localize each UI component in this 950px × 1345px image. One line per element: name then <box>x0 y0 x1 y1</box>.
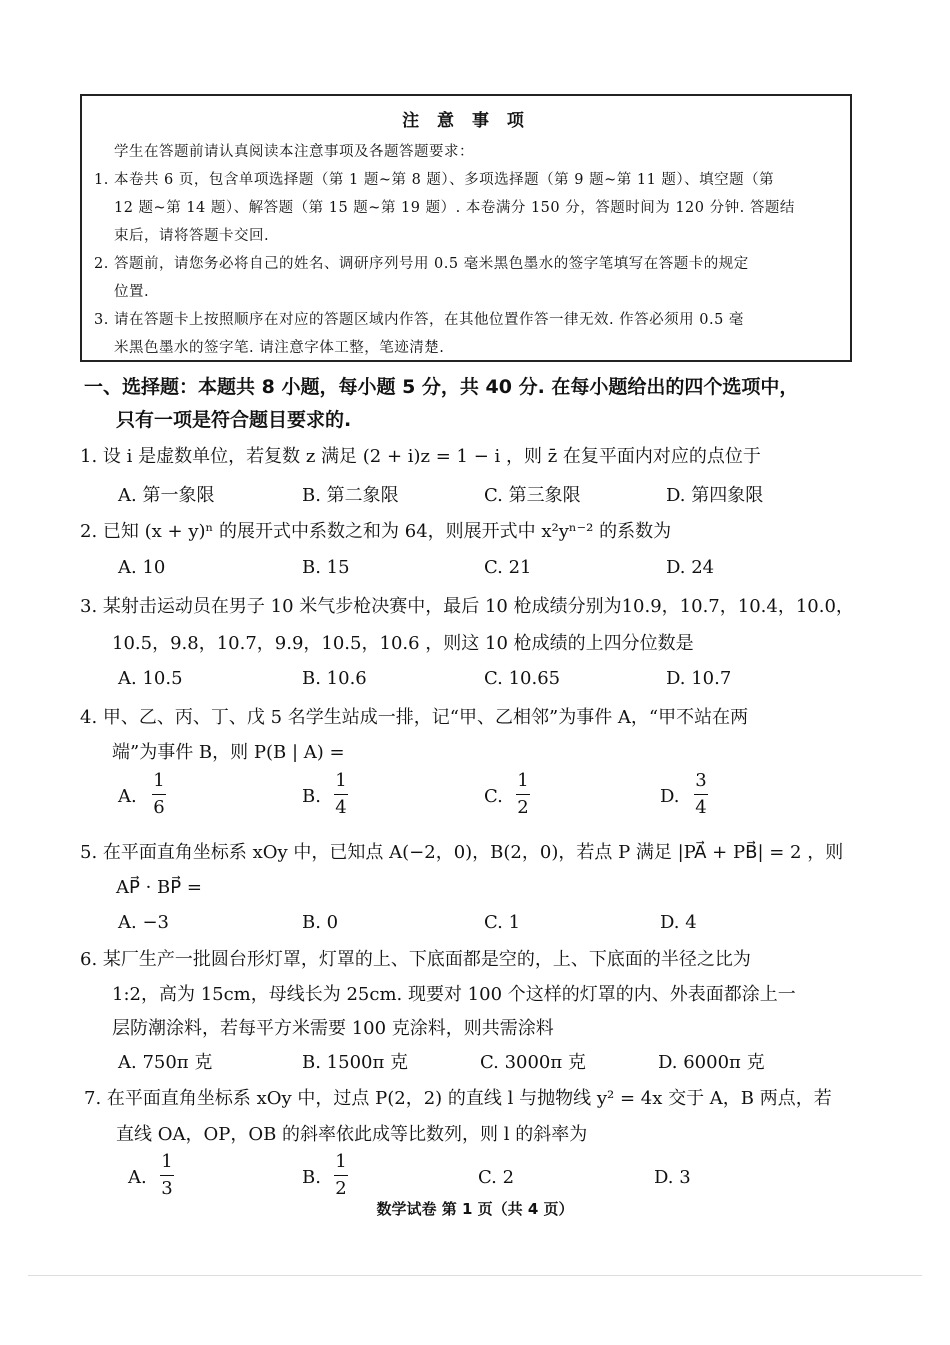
fraction-numerator: 3 <box>695 770 707 791</box>
fraction-denominator: 4 <box>695 797 707 818</box>
question-5-option-c: C. 1 <box>484 912 521 933</box>
question-3-option-a: A. 10.5 <box>118 668 183 689</box>
question-7-option-a-label: A. <box>128 1167 147 1188</box>
section-heading-line-2: 只有一项是符合题目要求的. <box>116 409 352 431</box>
notice-item-1-line-2: 12 题~第 14 题）、解答题（第 15 题~第 19 题）. 本卷满分 150 分，答题时间为 120 分钟. 答题结 <box>114 200 795 216</box>
notice-title: 注 意 事 项 <box>402 111 530 131</box>
question-5-stem-line-2: AP⃗ · BP⃗ = <box>116 877 202 898</box>
fraction-denominator: 6 <box>153 797 165 818</box>
notice-item-1-line-1: 1. 本卷共 6 页，包含单项选择题（第 1 题~第 8 题）、多项选择题（第 9 题~第 11 题）、填空题（第 <box>94 172 775 188</box>
question-3-stem-line-2: 10.5，9.8，10.7，9.9，10.5，10.6 ，则这 10 枪成绩的上四分位数是 <box>112 633 694 654</box>
notice-item-2-line-2: 位置. <box>114 284 150 300</box>
notice-box <box>80 94 852 362</box>
question-6-option-d: D. 6000π 克 <box>658 1052 765 1073</box>
notice-item-3-line-2: 米黑色墨水的签字笔. 请注意字体工整，笔迹清楚. <box>114 340 445 356</box>
question-4-option-b-label: B. <box>302 786 321 807</box>
question-1-option-a: A. 第一象限 <box>118 485 215 506</box>
question-6-stem-line-3: 层防潮涂料，若每平方米需要 100 克涂料，则共需涂料 <box>112 1018 554 1039</box>
question-4-option-b-fraction <box>334 770 348 819</box>
question-2-option-b: B. 15 <box>302 557 350 578</box>
question-7-option-d: D. 3 <box>654 1167 691 1188</box>
question-4-option-d-label: D. <box>660 786 680 807</box>
question-3-stem-line-1: 3. 某射击运动员在男子 10 米气步枪决赛中，最后 10 枪成绩分别为10.9，10.7，10.4，10.0， <box>80 596 854 617</box>
question-3-option-b: B. 10.6 <box>302 668 367 689</box>
fraction-denominator: 3 <box>161 1178 173 1199</box>
question-4-stem-line-2: 端”为事件 B，则 P(B | A) = <box>112 742 345 763</box>
section-heading-line-1: 一、选择题：本题共 8 小题，每小题 5 分，共 40 分. 在每小题给出的四个选项中， <box>84 376 799 398</box>
fraction-bar <box>694 794 708 795</box>
question-2-option-c: C. 21 <box>484 557 532 578</box>
notice-intro: 学生在答题前请认真阅读本注意事项及各题答题要求： <box>114 144 474 160</box>
question-4-stem-line-1: 4. 甲、乙、丙、丁、戊 5 名学生站成一排，记“甲、乙相邻”为事件 A，“甲不站在两 <box>80 707 749 728</box>
question-6-stem-line-1: 6. 某厂生产一批圆台形灯罩，灯罩的上、下底面都是空的，上、下底面的半径之比为 <box>80 949 751 970</box>
question-4-option-a-fraction <box>152 770 166 819</box>
question-1-stem: 1. 设 i 是虚数单位，若复数 z 满足 (2 + i)z = 1 − i ，则 z̄ 在复平面内对应的点位于 <box>80 446 761 467</box>
question-6-stem-line-2: 1:2，高为 15cm，母线长为 25cm. 现要对 100 个这样的灯罩的内、外表面都涂上一 <box>112 984 796 1005</box>
fraction-denominator: 4 <box>335 797 347 818</box>
question-1-option-c: C. 第三象限 <box>484 485 581 506</box>
fraction-numerator: 1 <box>161 1151 173 1172</box>
fraction-numerator: 1 <box>153 770 165 791</box>
notice-item-2-line-1: 2. 答题前，请您务必将自己的姓名、调研序列号用 0.5 毫米黑色墨水的签字笔填写在答题卡的规定 <box>94 256 749 272</box>
question-6-option-c: C. 3000π 克 <box>480 1052 586 1073</box>
page-footer: 数学试卷 第 1 页（共 4 页） <box>376 1200 574 1218</box>
fraction-bar <box>160 1175 174 1176</box>
question-4-option-a-label: A. <box>118 786 137 807</box>
fraction-denominator: 2 <box>335 1178 347 1199</box>
bottom-divider <box>28 1275 922 1276</box>
question-5-stem-line-1: 5. 在平面直角坐标系 xOy 中，已知点 A(−2，0)，B(2，0)，若点 P 满足 |PA⃗ + PB⃗| = 2 ，则 <box>80 842 844 863</box>
notice-item-3-line-1: 3. 请在答题卡上按照顺序在对应的答题区域内作答，在其他位置作答一律无效. 作答必须用 0.5 毫 <box>94 312 744 328</box>
question-7-option-b-label: B. <box>302 1167 321 1188</box>
question-7-option-b-fraction <box>334 1151 348 1200</box>
question-7-option-a-fraction <box>160 1151 174 1200</box>
question-2-option-a: A. 10 <box>118 557 166 578</box>
question-4-option-c-fraction <box>516 770 530 819</box>
question-3-option-c: C. 10.65 <box>484 668 561 689</box>
question-6-option-a: A. 750π 克 <box>118 1052 213 1073</box>
fraction-bar <box>516 794 530 795</box>
fraction-bar <box>334 794 348 795</box>
question-6-option-b: B. 1500π 克 <box>302 1052 409 1073</box>
question-3-option-d: D. 10.7 <box>666 668 732 689</box>
fraction-numerator: 1 <box>517 770 529 791</box>
fraction-bar <box>334 1175 348 1176</box>
question-7-option-c: C. 2 <box>478 1167 515 1188</box>
fraction-numerator: 1 <box>335 1151 347 1172</box>
question-5-option-a: A. −3 <box>118 912 169 933</box>
question-4-option-c-label: C. <box>484 786 503 807</box>
notice-item-1-line-3: 束后，请将答题卡交回. <box>114 228 270 244</box>
fraction-denominator: 2 <box>517 797 529 818</box>
question-1-option-d: D. 第四象限 <box>666 485 764 506</box>
question-2-option-d: D. 24 <box>666 557 715 578</box>
fraction-numerator: 1 <box>335 770 347 791</box>
question-2-stem: 2. 已知 (x + y)ⁿ 的展开式中系数之和为 64，则展开式中 x²yⁿ⁻² 的系数为 <box>80 521 672 542</box>
question-5-option-d: D. 4 <box>660 912 697 933</box>
question-5-option-b: B. 0 <box>302 912 339 933</box>
question-7-stem-line-1: 7. 在平面直角坐标系 xOy 中，过点 P(2，2) 的直线 l 与抛物线 y² = 4x 交于 A，B 两点，若 <box>84 1088 832 1109</box>
question-7-stem-line-2: 直线 OA，OP，OB 的斜率依此成等比数列，则 l 的斜率为 <box>116 1124 588 1145</box>
question-4-option-d-fraction <box>694 770 708 819</box>
fraction-bar <box>152 794 166 795</box>
question-1-option-b: B. 第二象限 <box>302 485 399 506</box>
